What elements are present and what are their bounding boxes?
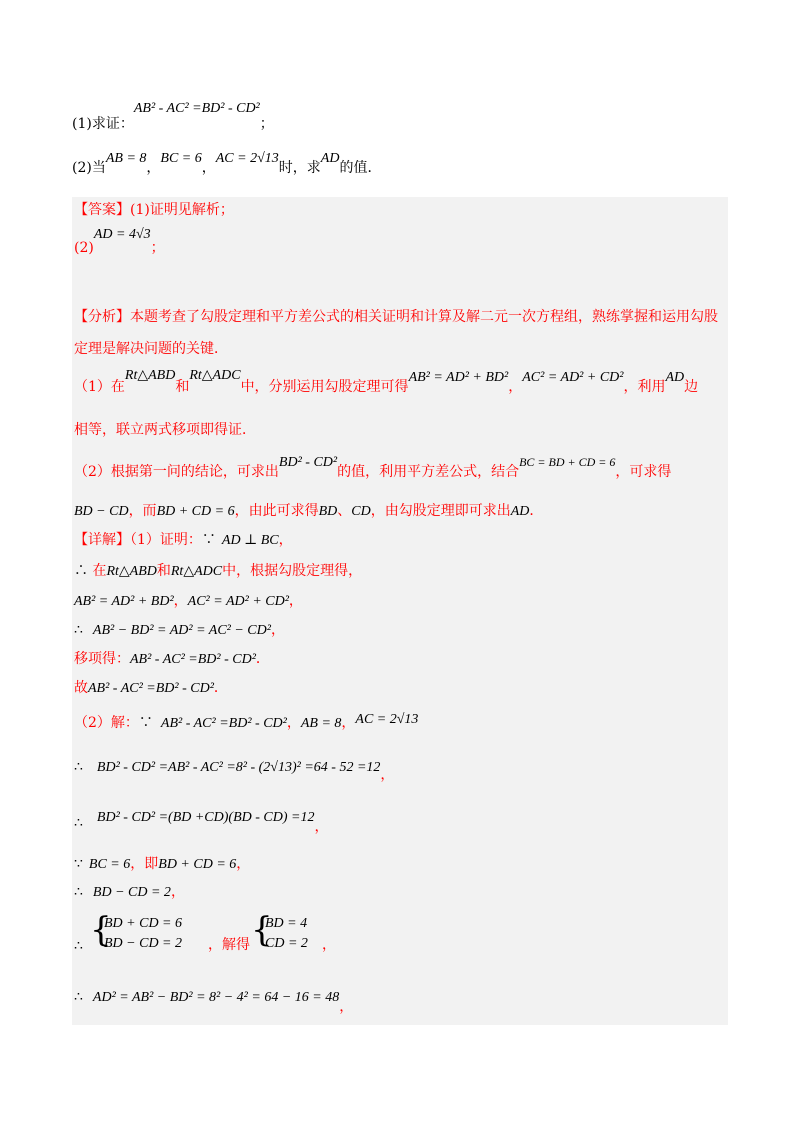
d9-eq: BD² - CD² =(BD +CD)(BD - CD) =12: [96, 810, 315, 825]
d13-therefore: ∴: [74, 989, 83, 1005]
d12-end: ，: [322, 937, 336, 953]
q2-ad: AD: [320, 151, 340, 166]
system-1-eq-2: BD − CD = 2: [104, 936, 183, 951]
d2-triangle-1: Rt△ABD: [106, 564, 157, 579]
a6-end: ．: [529, 503, 544, 519]
answer-1: (1)证明见解析；: [130, 202, 234, 218]
analysis-text-1: 本题考查了勾股定理和平方差公式的相关证明和计算及解二元一次方程组，熟练掌握和运用勾股: [130, 309, 718, 325]
system-2-eq-2: CD = 2: [265, 936, 308, 951]
d6-part-1: 故: [74, 680, 88, 696]
d2-therefore: ∴: [74, 563, 88, 579]
a3-part-3: ，利用: [623, 379, 666, 395]
a3-comma: ，: [508, 379, 523, 395]
d1-eq: AD ⊥ BC: [221, 533, 279, 548]
d2-part-2: 中，根据勾股定理得，: [222, 563, 363, 579]
detail-line-3: [74, 594, 303, 609]
detail-line-9: [74, 810, 329, 835]
a3-triangle-2: Rt△ADC: [189, 368, 241, 383]
analysis-line-1: [74, 310, 718, 324]
analysis-line-2: [74, 342, 228, 356]
d7-comma: ，: [286, 715, 301, 731]
detail-line-11: [74, 885, 185, 900]
d4-therefore: ∴: [74, 622, 83, 638]
answer-line-1: [74, 203, 234, 217]
d4-end: ，: [270, 622, 285, 638]
q2-sep2: ，: [201, 160, 216, 176]
analysis-line-3: [74, 368, 699, 395]
a3-part-1: （1）在: [74, 379, 125, 395]
d11-therefore: ∴: [74, 884, 83, 900]
a6-ad: AD: [510, 504, 530, 519]
detail-line-5: [74, 652, 270, 667]
a3-side: 边: [684, 379, 699, 395]
d13-eq: AD² = AB² − BD² = 8² − 4² = 64 − 16 = 48: [92, 990, 340, 1005]
d7-comma-2: ，: [341, 715, 356, 731]
d3-eq-1: AB² = AD² + BD²: [74, 594, 174, 609]
a4-text: 相等，联立两式移项即得证．: [74, 422, 256, 438]
d11-end: ，: [170, 884, 185, 900]
d5-part-1: 移项得：: [74, 651, 130, 667]
analysis-line-6: [74, 504, 543, 519]
d7-eq-1: AB² - AC² =BD² - CD²: [160, 716, 287, 731]
d7-eq-2: AB = 8: [300, 716, 342, 731]
d12-middle: [208, 938, 250, 952]
a6-part-2: ，由此可求得: [234, 503, 319, 519]
d10-part-1: ，即: [130, 856, 159, 872]
a3-part-2: 中，分别运用勾股定理可得: [240, 379, 409, 395]
d2-part-1: 在: [88, 563, 107, 579]
d7-part-1: （2）解：: [74, 715, 139, 731]
d7-eq-3: AC = 2√13: [355, 712, 419, 727]
d3-comma: ，: [173, 593, 188, 609]
d10-eq-1: BC = 6: [88, 857, 131, 872]
detail-line-8: [74, 759, 395, 783]
detail-line-1: [74, 533, 293, 548]
detail-line-10: [74, 857, 250, 872]
q2-bc: BC = 6: [160, 151, 202, 166]
d2-triangle-2: Rt△ADC: [170, 564, 223, 579]
d7-since: ∵: [138, 715, 153, 731]
d3-end: ，: [288, 593, 303, 609]
q1-prefix: (1)求证：: [72, 116, 134, 132]
a3-eq-1: AB² = AD² + BD²: [408, 370, 509, 385]
analysis-line-5: [74, 455, 672, 480]
answer-2-label: (2): [74, 240, 94, 256]
d5-end: ．: [255, 651, 270, 667]
analysis-text-2: 定理是解决问题的关键．: [74, 341, 228, 357]
d6-eq: AB² - AC² =BD² - CD²: [88, 681, 214, 696]
d13-end: ，: [339, 999, 354, 1015]
d8-eq: BD² - CD² =AB² - AC² =8² - (2√13)² =64 - 52 =12: [96, 760, 381, 775]
a5-part-1: （2）根据第一问的结论，可求出: [74, 464, 279, 480]
detail-line-2: [74, 564, 362, 579]
detail-line-7: [74, 712, 419, 731]
a5-eq: BC = BD + CD = 6: [519, 455, 616, 469]
d12-part-1: 解得: [222, 937, 250, 953]
a5-part-3: ，可求得: [615, 464, 672, 480]
d9-therefore: ∴: [74, 815, 83, 831]
d5-eq: AB² - AC² =BD² - CD²: [130, 652, 256, 667]
d2-and: 和: [156, 563, 171, 579]
answer-line-2: [74, 227, 165, 256]
d1-end: ，: [278, 532, 293, 548]
q2-sep1: ，: [146, 160, 161, 176]
question-2: [72, 151, 382, 176]
d12-comma: ，: [208, 937, 222, 953]
detail-line-13: [74, 989, 354, 1015]
detail-line-6: [74, 681, 228, 696]
a6-cd: CD: [351, 504, 371, 519]
system-1-eq-1: BD + CD = 6: [104, 916, 183, 931]
d4-eq: AB² − BD² = AD² = AC² − CD²: [92, 623, 271, 638]
d12-therefore: ∴: [74, 938, 83, 954]
system-2-eq-1: BD = 4: [265, 916, 308, 931]
d10-eq-2: BD + CD = 6: [158, 857, 237, 872]
d3-eq-2: AC² = AD² + CD²: [187, 594, 289, 609]
q2-ab: AB = 8: [105, 151, 147, 166]
d10-since: ∵: [74, 856, 83, 872]
a6-part-1: ，而: [128, 503, 157, 519]
a3-eq-2: AC² = AD² + CD²: [522, 370, 624, 385]
analysis-line-4: [74, 423, 256, 437]
d1-since: ∵: [201, 532, 216, 548]
analysis-heading: 【分析】: [74, 309, 130, 325]
detail-heading: 【详解】: [74, 532, 130, 548]
detail-line-4: [74, 623, 285, 638]
q2-ac: AC = 2√13: [215, 151, 279, 166]
a3-ad: AD: [665, 370, 685, 385]
answer-2-formula: AD = 4√3: [93, 227, 151, 242]
q2-end: 的值．: [339, 160, 382, 176]
a6-bd: BD: [318, 504, 338, 519]
a5-part-2: 的值，利用平方差公式，结合: [337, 464, 520, 480]
a3-triangle-1: Rt△ABD: [124, 368, 176, 383]
q2-prefix: (2)当: [72, 160, 106, 176]
a6-dun: 、: [337, 503, 352, 519]
a5-expr: BD² - CD²: [278, 455, 338, 470]
d11-eq: BD − CD = 2: [92, 885, 171, 900]
answer-2-suffix: ；: [150, 240, 165, 256]
d8-therefore: ∴: [74, 759, 83, 775]
q1-suffix: ；: [259, 116, 274, 132]
d9-end: ，: [314, 819, 329, 835]
q1-formula: AB² - AC² =BD² - CD²: [133, 101, 260, 116]
d6-end: ．: [213, 680, 228, 696]
d1-part-1: （1）证明：: [130, 532, 202, 548]
question-1: [72, 101, 274, 132]
a6-part-3: ，由勾股定理即可求出: [370, 503, 511, 519]
d10-end: ，: [236, 856, 251, 872]
a6-expr: BD − CD: [74, 504, 129, 519]
d8-end: ，: [380, 767, 395, 783]
answer-heading: 【答案】: [74, 202, 130, 218]
a3-and: 和: [175, 379, 190, 395]
system-1-brace: {: [90, 910, 112, 950]
system-2-brace: {: [251, 910, 273, 950]
a6-eq: BD + CD = 6: [156, 504, 235, 519]
q2-mid: 时，求: [278, 160, 321, 176]
